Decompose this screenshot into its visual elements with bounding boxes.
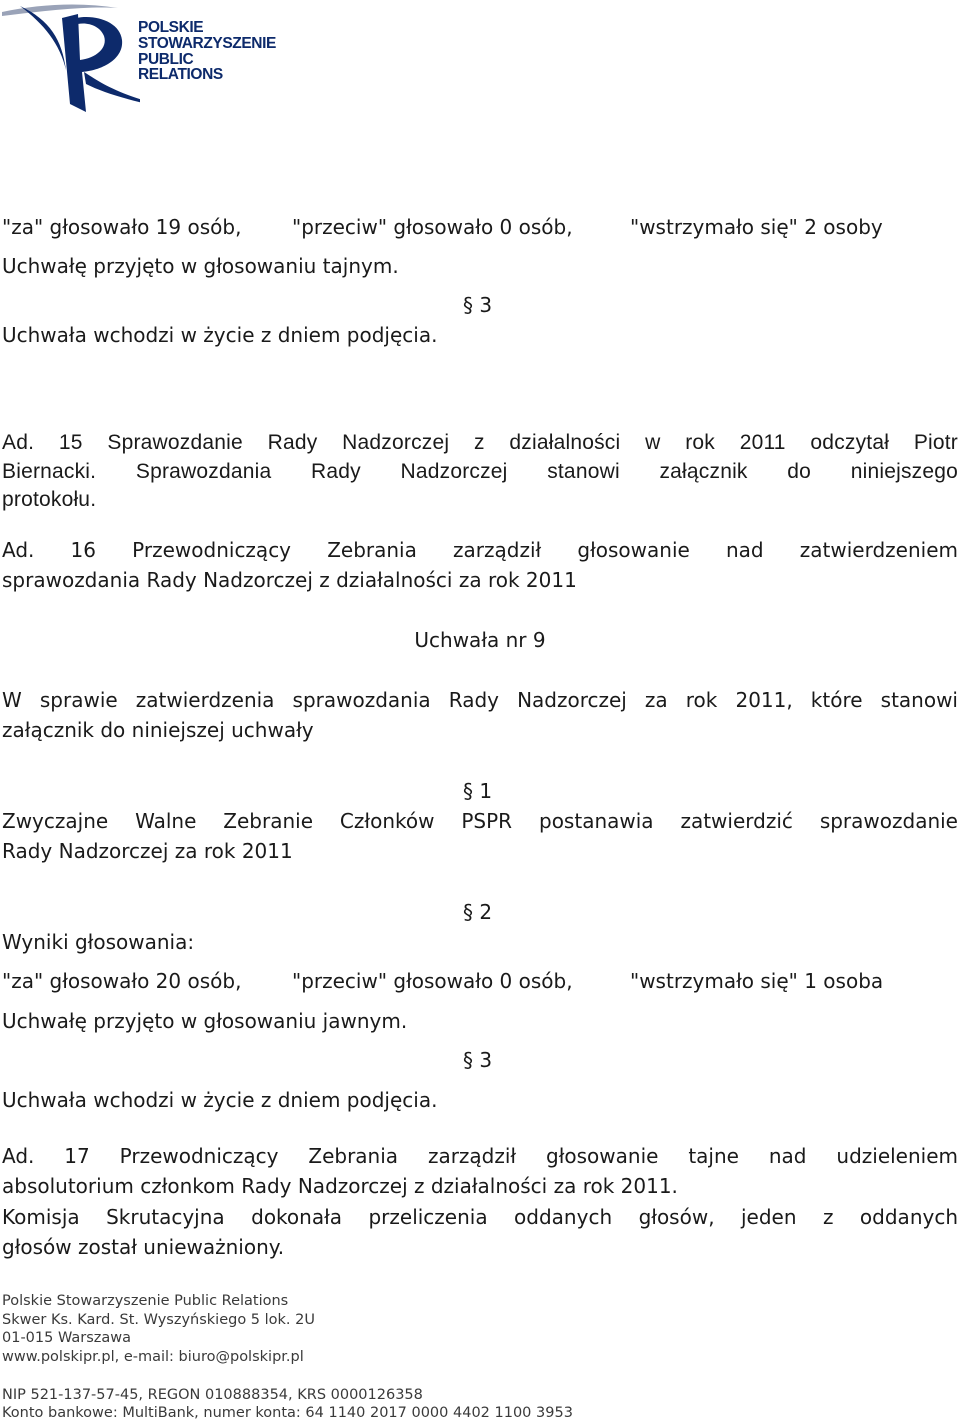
- ad16-line: Ad. 16 Przewodniczący Zebrania zarządził głosowanie nad zatwierdzeniem: [2, 538, 958, 562]
- adopted-statement-1: Uchwałę przyjęto w głosowaniu tajnym.: [2, 254, 399, 278]
- paragraph-1-heading: § 1: [463, 779, 493, 803]
- pspr-logo-mark: [0, 0, 140, 115]
- vote-for: "za" głosowało 19 osób,: [2, 215, 242, 239]
- paragraph-3-heading: § 3: [463, 1048, 493, 1072]
- footer-bank: Konto bankowe: MultiBank, numer konta: 64 1140 2017 0000 4402 1100 3953: [2, 1405, 573, 1421]
- logo-line: STOWARZYSZENIE: [138, 34, 276, 52]
- pspr-logo: [0, 0, 280, 115]
- footer-street: Skwer Ks. Kard. St. Wyszyńskiego 5 lok. 2U: [2, 1312, 315, 1328]
- resolution-subject-line: W sprawie zatwierdzenia sprawozdania Rady Nadzorczej za rok 2011, które stanowi: [2, 688, 958, 712]
- vote-against: "przeciw" głosowało 0 osób,: [292, 215, 573, 239]
- paragraph-2-heading: § 2: [463, 900, 493, 924]
- vote-abstain: "wstrzymało się" 2 osoby: [630, 215, 883, 239]
- footer-web[interactable]: www.polskipr.pl, e-mail: biuro@polskipr.pl: [2, 1349, 304, 1365]
- logo-line: RELATIONS: [138, 66, 223, 84]
- paragraph-3-heading: § 3: [463, 293, 493, 317]
- ad17-line: absolutorium członkom Rady Nadzorczej z działalności za rok 2011.: [2, 1174, 678, 1198]
- decision-line: Zwyczajne Walne Zebranie Członków PSPR postanawia zatwierdzić sprawozdanie: [2, 809, 958, 833]
- footer-city: 01-015 Warszawa: [2, 1330, 132, 1346]
- logo-text: [138, 20, 276, 83]
- resolution-title: Uchwała nr 9: [414, 628, 546, 652]
- results-label: Wyniki głosowania:: [2, 930, 195, 954]
- vote-for: "za" głosowało 20 osób,: [2, 969, 242, 993]
- ad15-line: Ad. 15 Sprawozdanie Rady Nadzorczej z działalności w rok 2011 odczytał Piotr: [2, 431, 958, 454]
- footer-ids: NIP 521-137-57-45, REGON 010888354, KRS 0000126358: [2, 1387, 423, 1403]
- vote-abstain: "wstrzymało się" 1 osoba: [630, 969, 884, 993]
- adopted-statement-2: Uchwałę przyjęto w głosowaniu jawnym.: [2, 1009, 408, 1033]
- resolution-subject-line: załącznik do niniejszej uchwały: [2, 718, 314, 742]
- effect-statement-1: Uchwała wchodzi w życie z dniem podjęcia.: [2, 323, 438, 347]
- ad15-line: protokołu.: [2, 488, 97, 511]
- effect-statement-2: Uchwała wchodzi w życie z dniem podjęcia.: [2, 1088, 438, 1112]
- ad17-line: Komisja Skrutacyjna dokonała przeliczenia oddanych głosów, jeden z oddanych: [2, 1205, 958, 1229]
- footer-org: Polskie Stowarzyszenie Public Relations: [2, 1293, 289, 1309]
- ad17-line: Ad. 17 Przewodniczący Zebrania zarządził głosowanie tajne nad udzieleniem: [2, 1144, 958, 1168]
- logo-line: POLSKIE: [138, 19, 204, 36]
- ad16-line: sprawozdania Rady Nadzorczej z działalności za rok 2011: [2, 568, 577, 592]
- decision-line: Rady Nadzorczej za rok 2011: [2, 839, 293, 863]
- ad15-line: Biernacki. Sprawozdania Rady Nadzorczej stanowi załącznik do niniejszego: [2, 460, 958, 483]
- vote-against: "przeciw" głosowało 0 osób,: [292, 969, 573, 993]
- logo-line: PUBLIC: [138, 50, 194, 68]
- ad17-line: głosów został unieważniony.: [2, 1235, 285, 1259]
